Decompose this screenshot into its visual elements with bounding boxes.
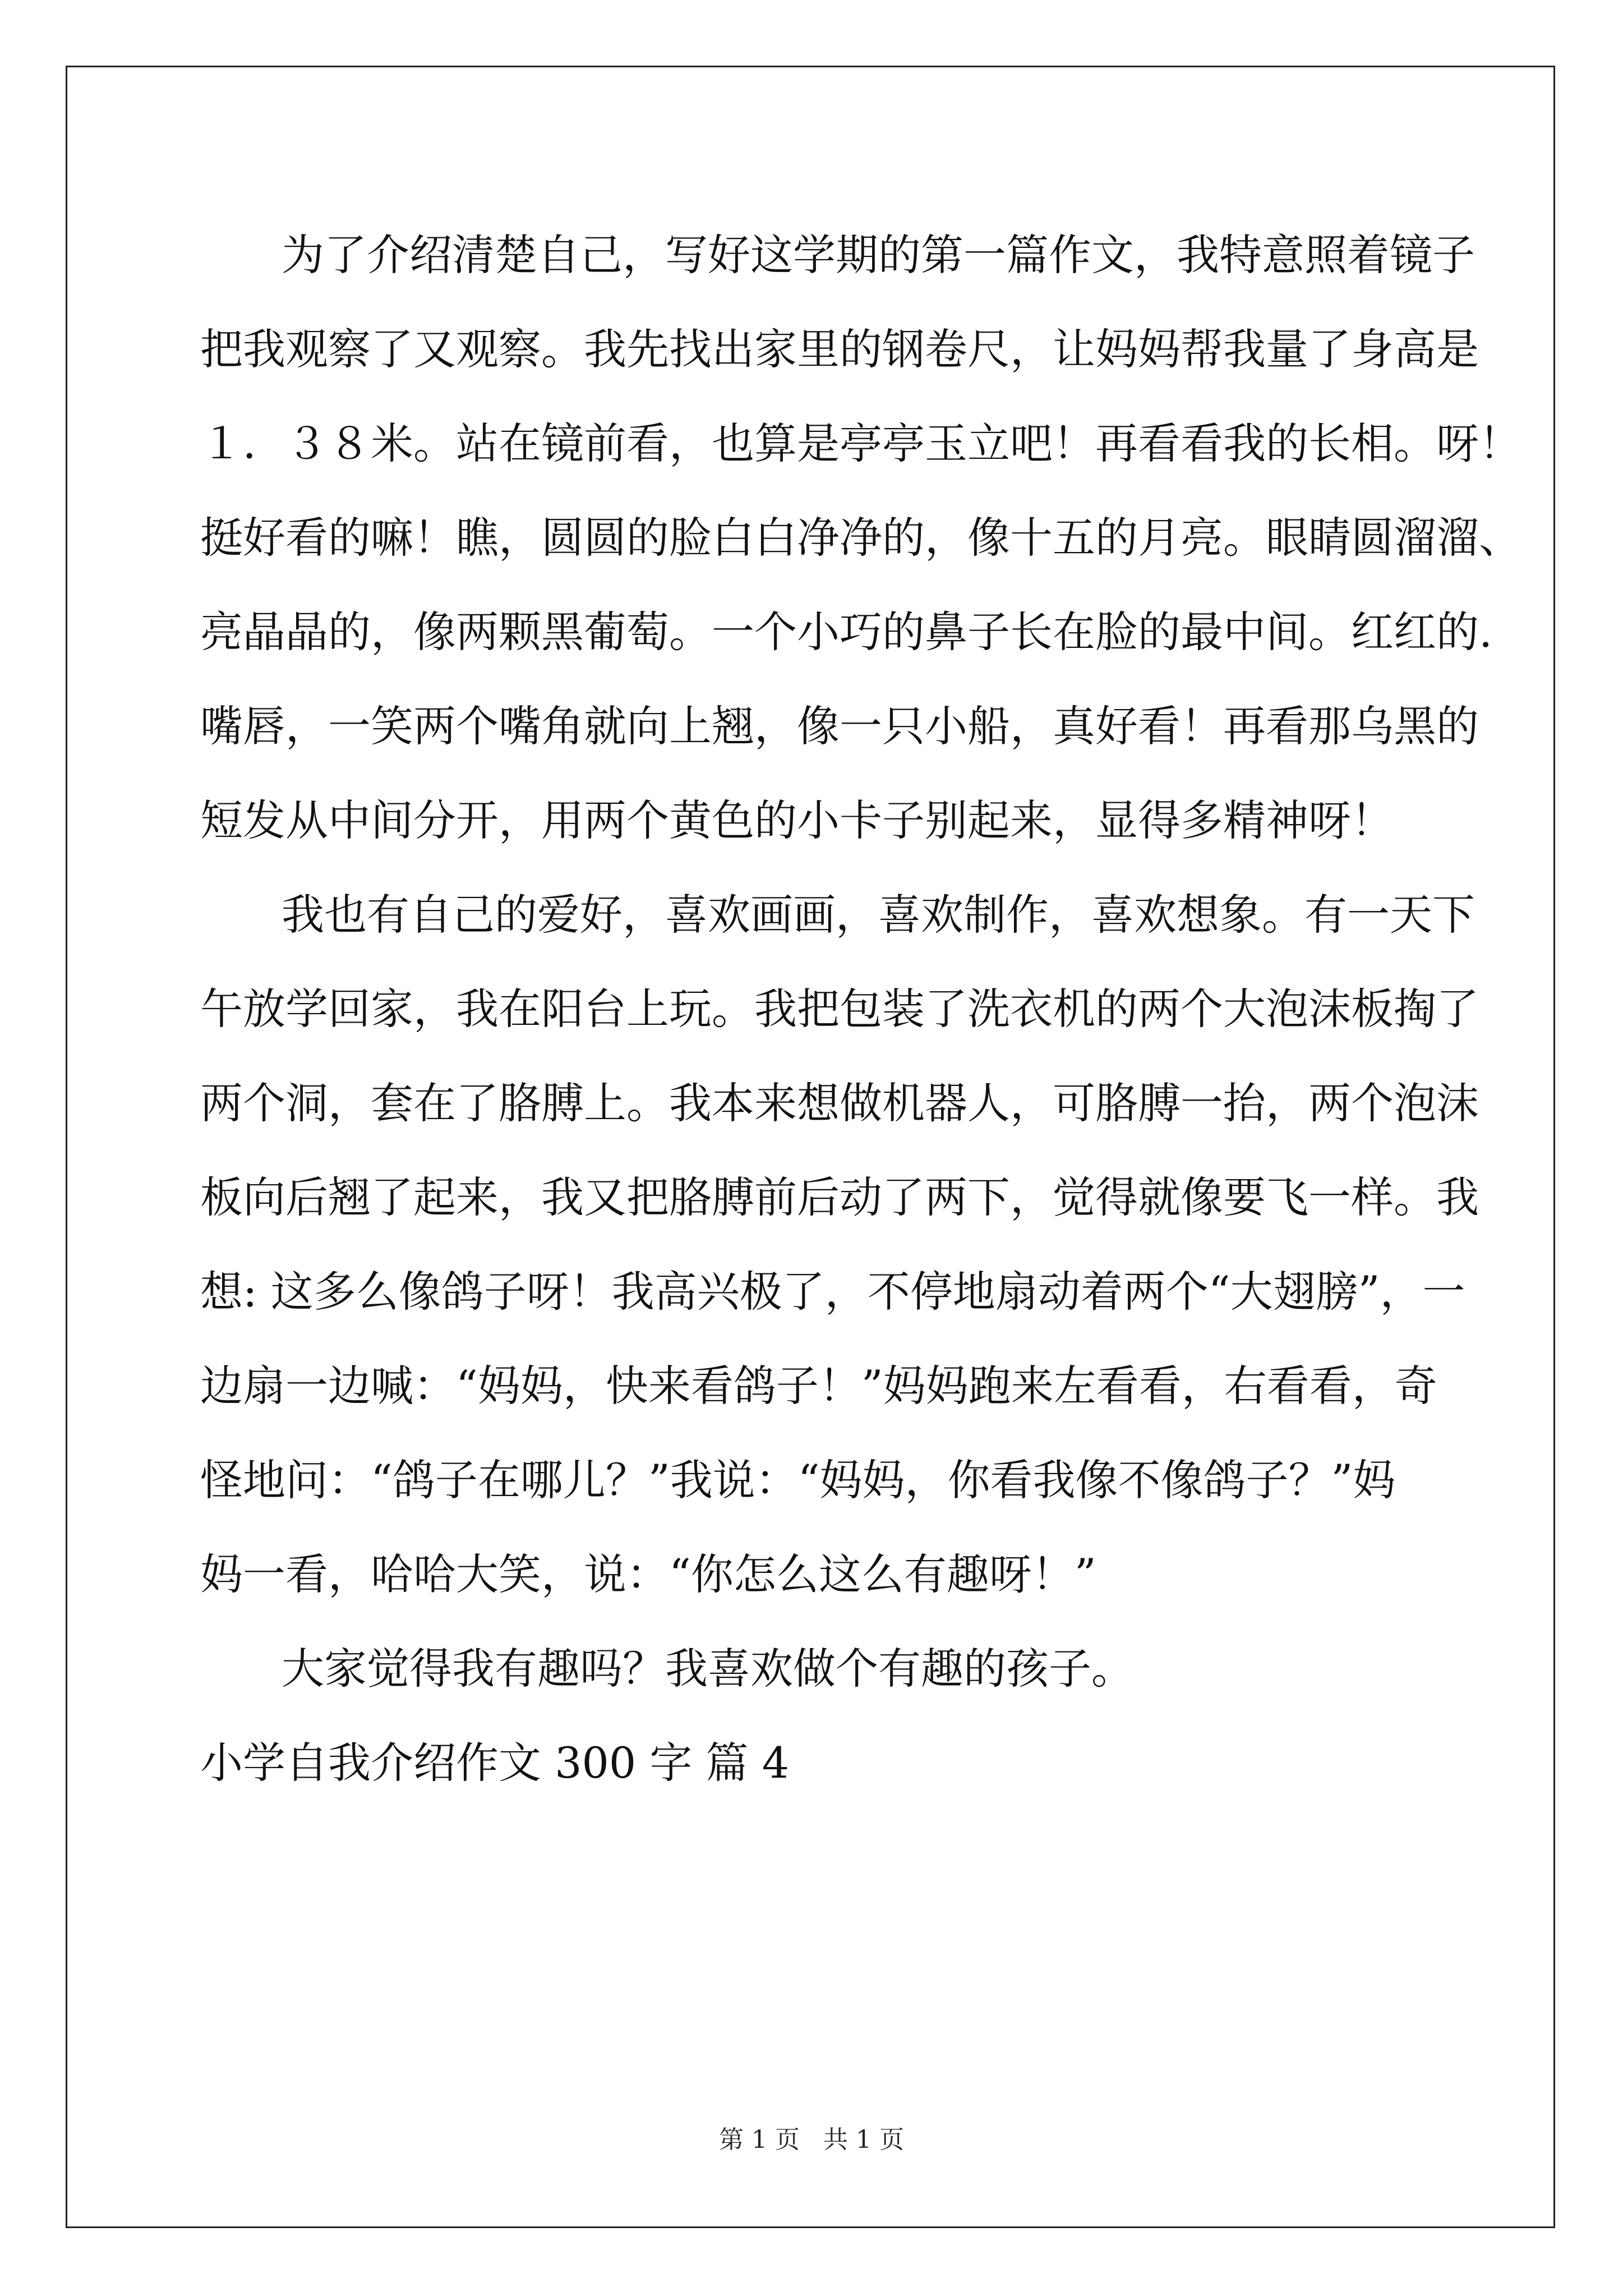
paragraph-line: １．３８米。站在镜前看，也算是亭亭玉立吧！再看看我的长相。呀！ <box>200 418 1521 468</box>
page-total: 共 1 页 <box>823 2125 904 2154</box>
paragraph-line: 为了介绍清楚自己，写好这学期的第一篇作文，我特意照着镜子 <box>282 230 1475 280</box>
paragraph-line: 边扇一边喊：“妈妈，快来看鸽子！”妈妈跑来左看看，右看看，奇 <box>200 1361 1437 1411</box>
paragraph-line: 大家觉得我有趣吗？我喜欢做个有趣的孩子。 <box>282 1644 1134 1694</box>
paragraph-line: 午放学回家，我在阳台上玩。我把包装了洗衣机的两个大泡沫板掏了 <box>200 984 1479 1034</box>
page-footer <box>0 2119 1623 2155</box>
paragraph-line: 妈一看，哈哈大笑，说：“你怎么这么有趣呀！” <box>200 1549 1096 1599</box>
paragraph-line: 亮晶晶的，像两颗黑葡萄。一个小巧的鼻子长在脸的最中间。红红的. <box>200 607 1493 657</box>
paragraph-line: 把我观察了又观察。我先找出家里的钢卷尺，让妈妈帮我量了身高是 <box>200 324 1479 374</box>
paragraph-line: 短发从中间分开，用两个黄色的小卡子别起来，显得多精神呀！ <box>200 795 1394 845</box>
section-heading: 小学自我介绍作文 300 字 篇 4 <box>200 1738 790 1788</box>
paragraph-line: 我也有自己的爱好，喜欢画画，喜欢制作，喜欢想象。有一天下 <box>282 890 1475 940</box>
paragraph-line: 想: 这多么像鸽子呀！我高兴极了，不停地扇动着两个“大翅膀”，一 <box>200 1267 1465 1317</box>
paragraph-line: 嘴唇，一笑两个嘴角就向上翘，像一只小船，真好看！再看那乌黑的 <box>200 701 1479 751</box>
paragraph-line: 怪地问：“鸽子在哪儿？”我说：“妈妈，你看我像不像鸽子？”妈 <box>200 1455 1396 1505</box>
paragraph-line: 挺好看的嘛！瞧，圆圆的脸白白净净的，像十五的月亮。眼睛圆溜溜、 <box>200 513 1521 563</box>
document-body <box>200 208 1521 1810</box>
page-number: 第 1 页 <box>719 2125 800 2154</box>
paragraph-line: 两个洞，套在了胳膊上。我本来想做机器人，可胳膊一抬，两个泡沫 <box>200 1078 1479 1128</box>
paragraph-line: 板向后翘了起来，我又把胳膊前后动了两下，觉得就像要飞一样。我 <box>200 1172 1479 1222</box>
